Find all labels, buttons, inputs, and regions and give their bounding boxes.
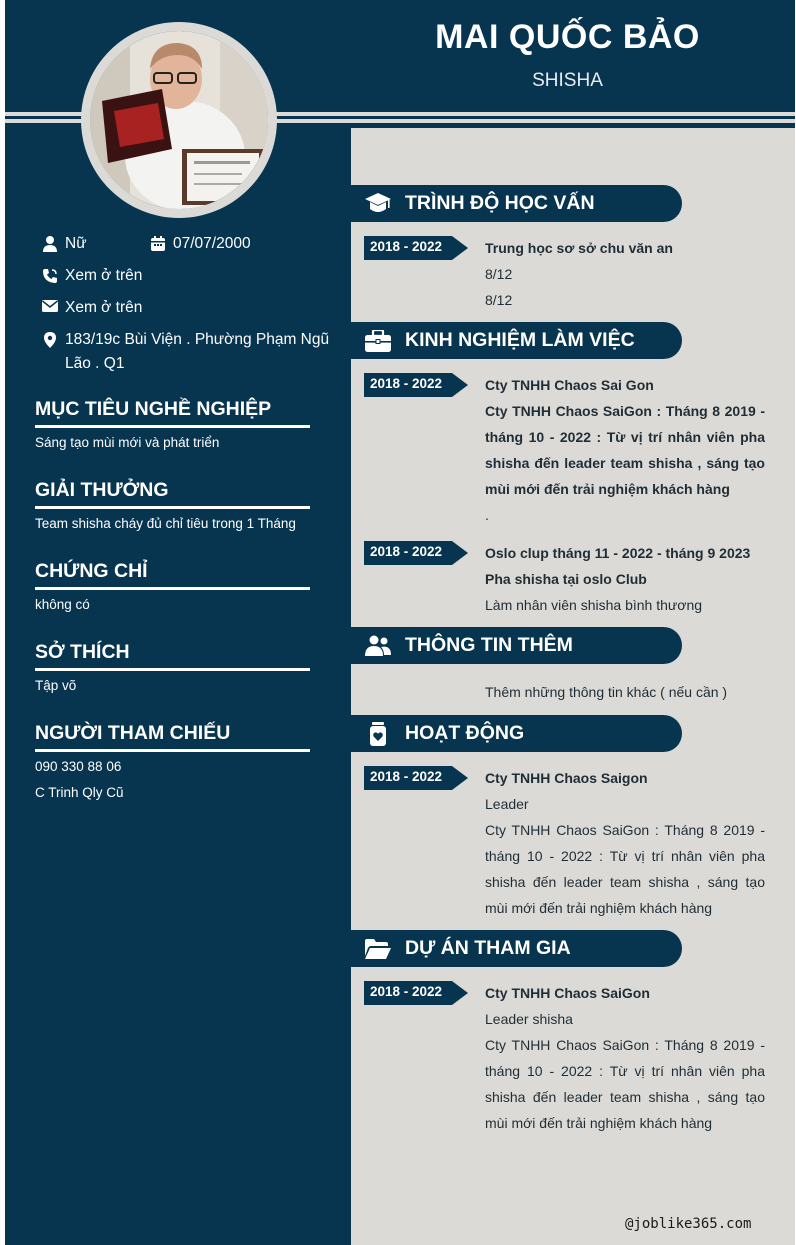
experience-2-role: Pha shisha tại oslo Club [485, 571, 647, 587]
job-title: SHISHA [532, 70, 603, 91]
experience-1-extra: . [485, 507, 489, 523]
activities-entry [485, 765, 765, 921]
portrait-photo-icon [90, 31, 268, 209]
education-heading: TRÌNH ĐỘ HỌC VẤN [405, 192, 595, 214]
references-heading: NGƯỜI THAM CHIẾU [35, 722, 310, 752]
certificates-heading: CHỨNG CHỈ [35, 560, 310, 590]
phone-value: Xem ở trên [65, 267, 143, 284]
email-value: Xem ở trên [65, 299, 143, 316]
projects-date: 2018 - 2022 [370, 984, 443, 999]
hobbies-text: Tập võ [35, 678, 77, 693]
users-icon [351, 635, 405, 657]
avatar [90, 31, 268, 209]
education-line-2: 8/12 [485, 292, 513, 308]
projects-date-tag [364, 981, 468, 1005]
experience-1-date-tag [364, 373, 468, 397]
certificates-text: không có [35, 597, 90, 612]
projects-header [351, 930, 682, 967]
candidate-name: MAI QUỐC BẢO [435, 18, 700, 56]
email-row [35, 296, 142, 320]
activities-detail: Cty TNHH Chaos SaiGon : Tháng 8 2019 - tháng 10 - 2022 : Từ vị trí nhân viên pha shisha đến leader team shisha , sáng tạo mùi mới đến trải nghiệm khách hàng [485, 822, 765, 916]
activities-date: 2018 - 2022 [370, 769, 443, 784]
experience-1-entry [485, 372, 765, 528]
briefcase-icon [351, 330, 405, 352]
extra-info-heading: THÔNG TIN THÊM [405, 634, 573, 656]
address-value: 183/19c Bùi Viện . Phường Phạm Ngũ Lão . Q1 [65, 331, 330, 372]
experience-2-entry [485, 540, 765, 618]
activities-header [351, 715, 682, 752]
reference-phone: 090 330 88 06 [35, 759, 122, 774]
awards-text: Team shisha cháy đủ chỉ tiêu trong 1 Tháng [35, 516, 296, 531]
heart-jar-icon [351, 722, 405, 746]
experience-1-company: Cty TNHH Chaos Sai Gon [485, 377, 654, 393]
projects-entry [485, 980, 765, 1136]
birthday-value: 07/07/2000 [173, 235, 251, 252]
education-date: 2018 - 2022 [370, 239, 443, 254]
experience-2-date: 2018 - 2022 [370, 544, 443, 559]
experience-header [351, 322, 682, 359]
projects-role: Leader shisha [485, 1011, 573, 1027]
birthday-row [143, 232, 251, 256]
awards-heading: GIẢI THƯỞNG [35, 479, 310, 509]
hobbies-heading: SỞ THÍCH [35, 641, 310, 671]
hobbies-section [35, 641, 310, 699]
activities-heading: HOẠT ĐỘNG [405, 722, 525, 744]
projects-org: Cty TNHH Chaos SaiGon [485, 985, 650, 1001]
calendar-icon [143, 232, 173, 251]
extra-info-entry [485, 679, 765, 705]
awards-section [35, 479, 310, 537]
experience-2-date-tag [364, 541, 468, 565]
projects-detail: Cty TNHH Chaos SaiGon : Tháng 8 2019 - tháng 10 - 2022 : Từ vị trí nhân viên pha shisha đến leader team shisha , sáng tạo mùi mới đến trải nghiệm khách hàng [485, 1037, 765, 1131]
projects-heading: DỰ ÁN THAM GIA [405, 937, 571, 959]
objective-section [35, 398, 310, 456]
objective-text: Sáng tạo mùi mới và phát triển [35, 435, 220, 450]
gender-row [35, 232, 87, 256]
envelope-icon [35, 296, 65, 312]
reference-name: C Trinh Qly Cũ [35, 785, 124, 800]
phone-row [35, 264, 142, 288]
certificates-section [35, 560, 310, 618]
address-row [35, 328, 340, 376]
education-date-tag [364, 236, 468, 260]
gender-value: Nữ [65, 235, 87, 252]
activities-org: Cty TNHH Chaos Saigon [485, 770, 648, 786]
education-school: Trung học sơ sở chu văn an [485, 240, 673, 256]
references-section [35, 722, 310, 806]
education-entry [485, 235, 765, 313]
user-icon [35, 232, 65, 252]
experience-heading: KINH NGHIỆM LÀM VIỆC [405, 329, 635, 351]
education-header [351, 185, 682, 222]
folder-open-icon [351, 939, 405, 959]
location-pin-icon [35, 328, 65, 348]
experience-2-detail: Làm nhân viên shisha bình thương [485, 597, 703, 613]
cv-page [5, 0, 795, 1245]
objective-heading: MỤC TIÊU NGHỀ NGHIỆP [35, 398, 310, 428]
experience-2-company: Oslo clup tháng 11 - 2022 - tháng 9 2023 [485, 545, 751, 561]
extra-info-text: Thêm những thông tin khác ( nếu cần ) [485, 684, 728, 700]
extra-info-header [351, 627, 682, 664]
phone-icon [35, 264, 65, 284]
experience-1-date: 2018 - 2022 [370, 376, 443, 391]
activities-role: Leader [485, 796, 529, 812]
education-line-1: 8/12 [485, 266, 513, 282]
watermark: @joblike365.com [625, 1216, 752, 1232]
graduation-cap-icon [351, 192, 405, 216]
activities-date-tag [364, 766, 468, 790]
experience-1-detail: Cty TNHH Chaos SaiGon : Tháng 8 2019 - tháng 10 - 2022 : Từ vị trí nhân viên pha shisha đến leader team shisha , sáng tạo mùi mới đến trải nghiệm khách hàng [485, 403, 765, 497]
